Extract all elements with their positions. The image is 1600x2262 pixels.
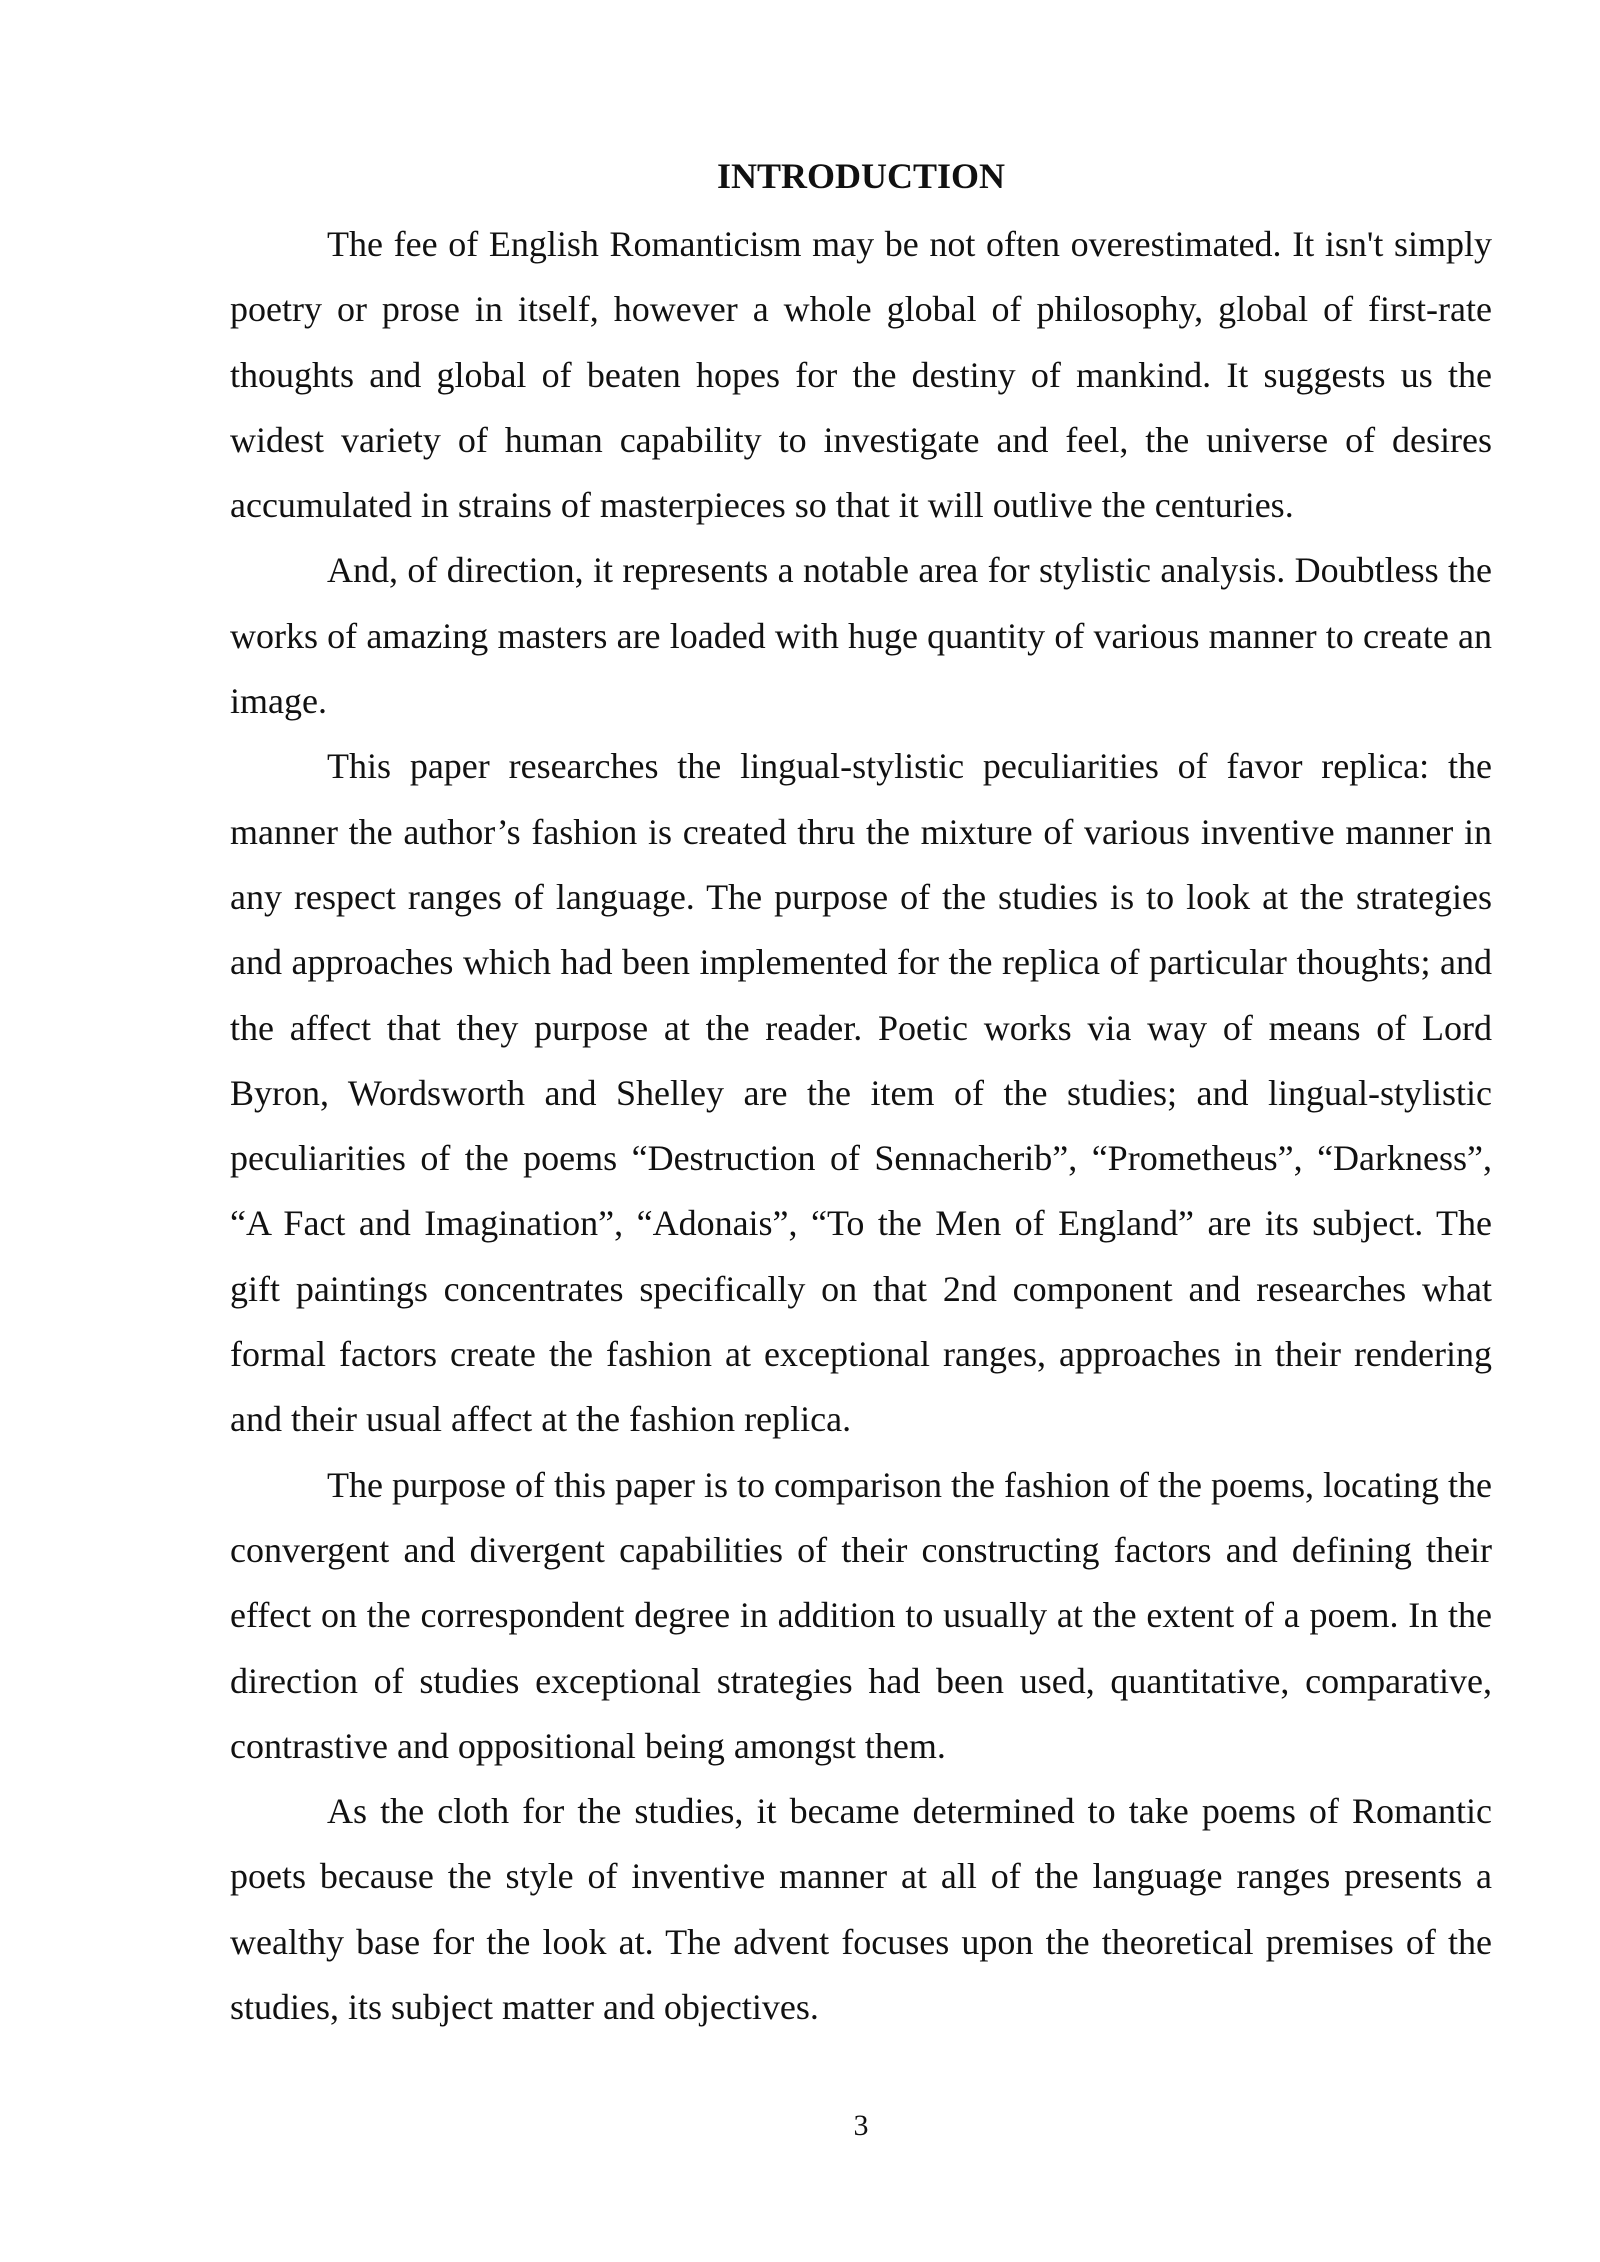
section-title: INTRODUCTION (716, 156, 1006, 196)
page-number: 3 (853, 2109, 869, 2142)
paragraph-3: This paper researches the lingual-stylistic peculiarities of favor replica: the manner the author’s fashion is created thru the mixture of various inventive manner in any respect ranges of language. The purpose of the studies is to look at the strategies and approaches which had been implemented for the replica of particular thoughts; and the affect that they purpose at the reader. Poetic works via way of means of Lord Byron, Wordsworth and Shelley are the item of the studies; and lingual-stylistic peculiarities of the poems “Destruction of Sennacherib”, “Prometheus”, “Darkness”, “A Fact and Imagination”, “Adonais”, “To the Men of England” are its subject. The gift paintings concentrates specifically on that 2nd component and researches what formal factors create the fashion at exceptional ranges, approaches in their rendering and their usual affect at the fashion replica. (230, 746, 1492, 1440)
paragraph-5: As the cloth for the studies, it became determined to take poems of Romantic poets because the style of inventive manner at all of the language ranges presents a wealthy base for the look at. The advent focuses upon the theoretical premises of the studies, its subject matter and objectives. (230, 1791, 1492, 2028)
paragraph-4: The purpose of this paper is to comparison the fashion of the poems, locating the convergent and divergent capabilities of their constructing factors and defining their effect on the correspondent degree in addition to usually at the extent of a poem. In the direction of studies exceptional strategies had been used, quantitative, comparative, contrastive and oppositional being amongst them. (230, 1464, 1492, 1766)
page-content (230, 150, 1492, 2040)
paragraph-2: And, of direction, it represents a notable area for stylistic analysis. Doubtless the works of amazing masters are loaded with huge quantity of various manner to create an image. (230, 550, 1492, 722)
paragraph-1: The fee of English Romanticism may be not often overestimated. It isn't simply poetry or prose in itself, however a whole global of philosophy, global of first-rate thoughts and global of beaten hopes for the destiny of mankind. It suggests us the widest variety of human capability to investigate and feel, the universe of desires accumulated in strains of masterpieces so that it will outlive the centuries. (230, 224, 1492, 526)
